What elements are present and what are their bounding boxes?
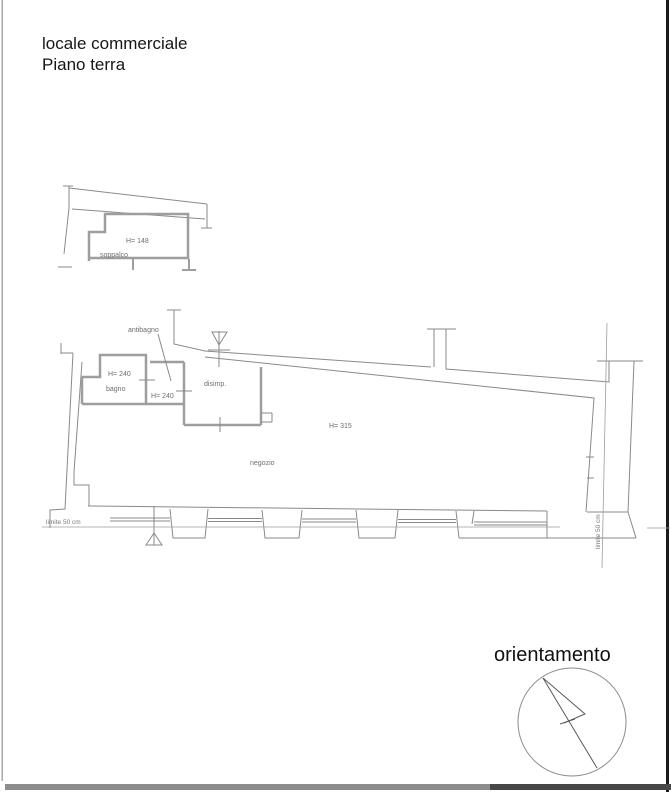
- flue-symbol: [212, 331, 227, 367]
- negozio-height-label: H= 315: [329, 423, 352, 430]
- limit-left-label: limite 50 cm: [46, 519, 81, 526]
- shopfront-wall: [88, 506, 636, 545]
- title-line-2: Piano terra: [42, 55, 126, 74]
- compass-section: [494, 644, 626, 776]
- limit-line-right: [602, 323, 607, 568]
- compass-circle: [518, 668, 626, 776]
- title-line-1: locale commerciale: [42, 34, 188, 53]
- page-border-bottom-dark: [490, 784, 671, 790]
- entrance-door-symbol: [146, 506, 162, 545]
- page-title: [42, 34, 188, 74]
- disimpegno-walls: [184, 367, 261, 425]
- bagno-height-label: H= 240: [108, 371, 131, 378]
- soppalco-room-label: soppalco: [100, 252, 129, 259]
- negozio-label: negozio: [250, 460, 275, 467]
- soppalco-plan: [58, 186, 212, 270]
- limit-right-label: limite 50 cm: [595, 514, 602, 549]
- limit-lines: [42, 323, 670, 568]
- limit-line-bottom: [42, 527, 670, 528]
- shopfront-windows: [110, 518, 547, 525]
- disimpegno-label: disimp.: [204, 381, 227, 388]
- page-border-right: [666, 0, 669, 792]
- compass-title: orientamento: [494, 644, 611, 666]
- antibagno-leader-line: [158, 334, 171, 381]
- shopfront-piers: [170, 509, 636, 538]
- antibagno-label: antibagno: [128, 327, 159, 334]
- chimney-stub: [427, 329, 456, 367]
- page-border-left: [2, 0, 4, 781]
- compass-needle: [543, 678, 597, 768]
- main-floor-plan: [42, 310, 670, 568]
- soppalco-height-label: H= 148: [126, 238, 149, 245]
- disimpegno-step: [261, 413, 272, 422]
- antibagno-height-label: H= 240: [151, 393, 174, 400]
- soppalco-room-legs: [133, 259, 196, 270]
- bagno-label: bagno: [106, 386, 126, 393]
- disimpegno-room: [184, 367, 272, 425]
